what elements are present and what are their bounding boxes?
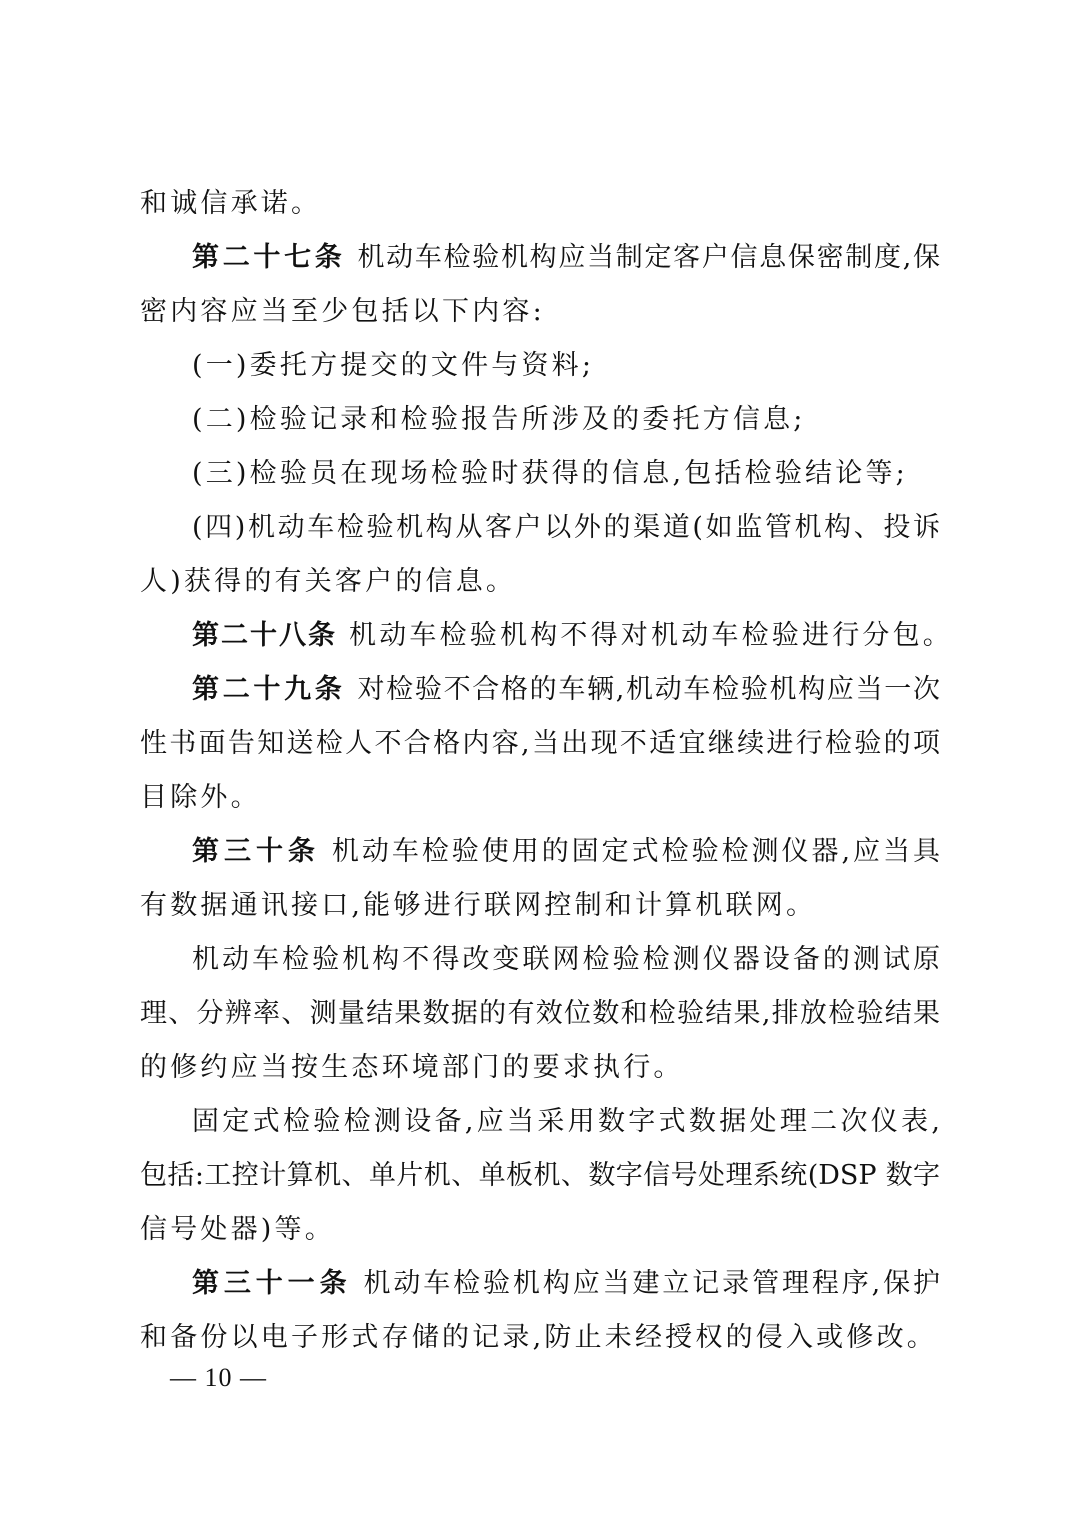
text-line — [192, 940, 940, 980]
line-text: 对检验不合格的车辆,机动车检验机构应当一次 — [357, 674, 940, 705]
line-text: (三)检验员在现场检验时获得的信息,包括检验结论等; — [192, 458, 908, 489]
list-item-3 — [192, 454, 940, 494]
list-item-1 — [192, 346, 940, 386]
line-text: 机动车检验机构不得对机动车检验进行分包。 — [349, 620, 953, 651]
line-text: 理、分辨率、测量结果数据的有效位数和检验结果,排放检验结果 — [140, 998, 940, 1029]
line-text: 人)获得的有关客户的信息。 — [140, 566, 517, 597]
text-line — [140, 562, 940, 602]
article-27-title: 第二十七条 — [192, 242, 346, 273]
line-text: 目除外。 — [140, 782, 261, 813]
page-number: — 10 — — [170, 1363, 267, 1392]
line-text: (一)委托方提交的文件与资料; — [192, 350, 595, 381]
list-item-4 — [192, 508, 940, 548]
text-line — [140, 778, 940, 818]
line-text: 包括:工控计算机、单片机、单板机、数字信号处理系统(DSP 数字 — [140, 1160, 940, 1191]
line-text: 机动车检验使用的固定式检验检测仪器,应当具 — [331, 836, 940, 867]
text-line — [140, 1156, 940, 1196]
text-line — [140, 886, 940, 926]
article-29-heading-line — [192, 670, 940, 710]
text-line — [140, 994, 940, 1034]
list-item-2 — [192, 400, 940, 440]
line-text: (四)机动车检验机构从客户以外的渠道(如监管机构、投诉 — [192, 512, 940, 543]
line-text: 有数据通讯接口,能够进行联网控制和计算机联网。 — [140, 890, 817, 921]
line-text: 信号处器)等。 — [140, 1214, 335, 1245]
article-28-line — [192, 616, 953, 656]
line-text: 密内容应当至少包括以下内容: — [140, 296, 545, 327]
text-line — [140, 292, 940, 332]
line-text: 固定式检验检测设备,应当采用数字式数据处理二次仪表, — [192, 1106, 940, 1137]
article-31-heading-line — [192, 1264, 940, 1304]
article-30-title: 第三十条 — [192, 836, 320, 867]
line-text: 机动车检验机构应当制定客户信息保密制度,保 — [357, 242, 940, 273]
text-line — [192, 1102, 940, 1142]
line-text: 机动车检验机构不得改变联网检验检测仪器设备的测试原 — [192, 944, 940, 975]
article-30-heading-line — [192, 832, 940, 872]
text-line — [140, 184, 940, 224]
article-29-title: 第二十九条 — [192, 674, 346, 705]
line-text: 性书面告知送检人不合格内容,当出现不适宜继续进行检验的项 — [140, 728, 940, 759]
line-text: 的修约应当按生态环境部门的要求执行。 — [140, 1052, 684, 1083]
article-27-heading-line — [192, 238, 940, 278]
text-line — [140, 724, 940, 764]
article-28-title: 第二十八条 — [192, 620, 337, 651]
text-line — [140, 1048, 940, 1088]
line-text: 和备份以电子形式存储的记录,防止未经授权的侵入或修改。 — [140, 1322, 937, 1353]
line-text: (二)检验记录和检验报告所涉及的委托方信息; — [192, 404, 806, 435]
text-line — [140, 1210, 940, 1250]
article-31-title: 第三十一条 — [192, 1268, 352, 1299]
line-text: 和诚信承诺。 — [140, 188, 322, 219]
text-line — [140, 1318, 940, 1358]
line-text: 机动车检验机构应当建立记录管理程序,保护 — [363, 1268, 940, 1299]
